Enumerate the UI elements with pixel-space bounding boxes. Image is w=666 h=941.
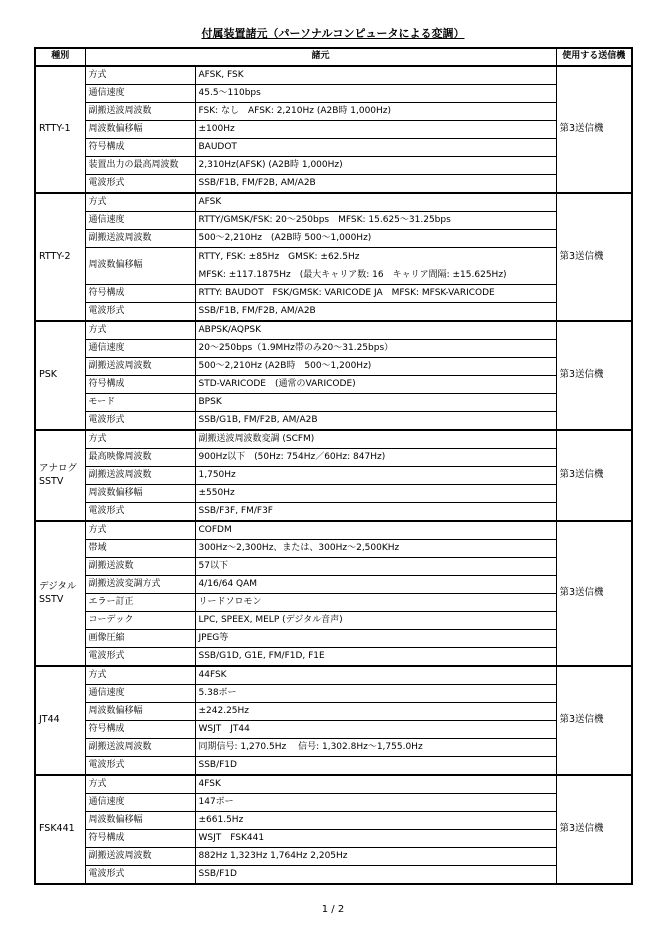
spec-value-line: RTTY, FSK: ±85Hz GMSK: ±62.5Hz: [198, 252, 360, 262]
spec-label-cell: 通信速度: [85, 340, 195, 358]
transmitter-cell: 第3送信機: [556, 666, 632, 775]
table-row: [35, 193, 632, 212]
spec-value-cell: 500～2,210Hz (A2B時 500～1,000Hz): [195, 230, 556, 248]
spec-label-cell: 方式: [85, 321, 195, 340]
spec-value-cell: 300Hz～2,300Hz、または、300Hz～2,500KHz: [195, 540, 556, 558]
page-number: 1 / 2: [321, 904, 345, 915]
spec-value-cell: ±100Hz: [195, 121, 556, 139]
spec-label-cell: 副搬送波周波数: [85, 230, 195, 248]
spec-value-cell: 882Hz 1,323Hz 1,764Hz 2,205Hz: [195, 848, 556, 866]
spec-value-cell: SSB/F1B, FM/F2B, AM/A2B: [195, 175, 556, 194]
category-cell: FSK441: [35, 775, 85, 884]
spec-value-cell: 5.38ボー: [195, 685, 556, 703]
page-title: [0, 25, 666, 41]
transmitter-cell: 第3送信機: [556, 775, 632, 884]
spec-value-cell: 900Hz以下 (50Hz: 754Hz／60Hz: 847Hz): [195, 449, 556, 467]
spec-label-cell: 電波形式: [85, 412, 195, 431]
transmitter-cell: 第3送信機: [556, 193, 632, 321]
spec-label-cell: 周波数偏移幅: [85, 703, 195, 721]
spec-label-cell: 周波数偏移幅: [85, 248, 195, 285]
spec-value-cell: STD-VARICODE (通常のVARICODE): [195, 376, 556, 394]
spec-label-cell: 副搬送波周波数: [85, 848, 195, 866]
spec-value-cell: 2,310Hz(AFSK) (A2B時 1,000Hz): [195, 157, 556, 175]
category-cell: RTTY-2: [35, 193, 85, 321]
spec-value-cell: 副搬送波周波数変調 (SCFM): [195, 430, 556, 449]
table-row: [35, 285, 632, 303]
spec-value-cell: AFSK, FSK: [195, 66, 556, 85]
spec-value-cell: ABPSK/AQPSK: [195, 321, 556, 340]
header-tx: 使用する送信機: [556, 48, 632, 66]
table-row: [35, 358, 632, 376]
table-row: [35, 121, 632, 139]
spec-label-cell: 通信速度: [85, 794, 195, 812]
table-row: [35, 540, 632, 558]
category-cell: アナログ SSTV: [35, 430, 85, 521]
spec-label-cell: 副搬送波周波数: [85, 467, 195, 485]
spec-label-cell: 方式: [85, 521, 195, 540]
spec-value-cell: 4FSK: [195, 775, 556, 794]
table-row: [35, 412, 632, 431]
table-row: [35, 376, 632, 394]
table-row: [35, 248, 632, 285]
table-row: [35, 648, 632, 667]
table-row: [35, 830, 632, 848]
spec-label-cell: 符号構成: [85, 376, 195, 394]
spec-value-line: MFSK: ±117.1875Hz (最大キャリア数: 16 キャリア間隔: ±15.625Hz): [198, 270, 507, 280]
spec-label-cell: 副搬送波周波数: [85, 103, 195, 121]
spec-label-cell: モード: [85, 394, 195, 412]
spec-label-cell: 装置出力の最高周波数: [85, 157, 195, 175]
table-row: [35, 521, 632, 540]
table-row: [35, 503, 632, 522]
table-row: [35, 103, 632, 121]
table-row: [35, 594, 632, 612]
spec-label-cell: 符号構成: [85, 285, 195, 303]
spec-label-cell: 方式: [85, 775, 195, 794]
spec-value-cell: SSB/G1D, G1E, FM/F1D, F1E: [195, 648, 556, 667]
table-row: [35, 666, 632, 685]
table-row: [35, 721, 632, 739]
spec-value-cell: BPSK: [195, 394, 556, 412]
page-title-text: 付属装置諸元（パーソナルコンピュータによる変調）: [201, 27, 465, 40]
spec-value-cell: [195, 248, 556, 285]
table-row: [35, 812, 632, 830]
spec-label-cell: 副搬送波周波数: [85, 739, 195, 757]
table-row: [35, 848, 632, 866]
spec-value-cell: AFSK: [195, 193, 556, 212]
spec-label-cell: 方式: [85, 66, 195, 85]
spec-value-cell: ±661.5Hz: [195, 812, 556, 830]
category-cell: デジタル SSTV: [35, 521, 85, 666]
transmitter-cell: 第3送信機: [556, 66, 632, 193]
table-row: [35, 340, 632, 358]
table-row: [35, 157, 632, 175]
spec-label-cell: 周波数偏移幅: [85, 812, 195, 830]
table-row: [35, 576, 632, 594]
table-row: [35, 212, 632, 230]
spec-label-cell: 帯域: [85, 540, 195, 558]
category-cell: JT44: [35, 666, 85, 775]
spec-label-cell: 電波形式: [85, 503, 195, 522]
transmitter-cell: 第3送信機: [556, 321, 632, 430]
table-header-row: [35, 48, 632, 66]
spec-label-cell: 副搬送波変調方式: [85, 576, 195, 594]
spec-label-cell: 符号構成: [85, 830, 195, 848]
spec-label-cell: エラー訂正: [85, 594, 195, 612]
spec-value-cell: BAUDOT: [195, 139, 556, 157]
table-row: [35, 230, 632, 248]
spec-value-cell: ±242.25Hz: [195, 703, 556, 721]
table-row: [35, 685, 632, 703]
spec-label-cell: 符号構成: [85, 139, 195, 157]
spec-value-cell: 500～2,210Hz (A2B時 500～1,200Hz): [195, 358, 556, 376]
spec-value-cell: COFDM: [195, 521, 556, 540]
spec-value-cell: RTTY/GMSK/FSK: 20～250bps MFSK: 15.625～31.25bps: [195, 212, 556, 230]
spec-value-cell: JPEG等: [195, 630, 556, 648]
spec-value-cell: 147ボー: [195, 794, 556, 812]
table-row: [35, 449, 632, 467]
spec-value-cell: 20～250bps（1.9MHz帯のみ20～31.25bps）: [195, 340, 556, 358]
table-row: [35, 321, 632, 340]
category-cell: RTTY-1: [35, 66, 85, 193]
table-row: [35, 175, 632, 194]
spec-label-cell: 通信速度: [85, 685, 195, 703]
spec-value-cell: WSJT FSK441: [195, 830, 556, 848]
spec-value-cell: LPC, SPEEX, MELP (デジタル音声): [195, 612, 556, 630]
table-row: [35, 66, 632, 85]
spec-label-cell: 電波形式: [85, 866, 195, 885]
spec-label-cell: 電波形式: [85, 757, 195, 776]
spec-label-cell: 周波数偏移幅: [85, 485, 195, 503]
table-row: [35, 85, 632, 103]
table-row: [35, 430, 632, 449]
spec-value-cell: ±550Hz: [195, 485, 556, 503]
spec-label-cell: コーデック: [85, 612, 195, 630]
spec-value-cell: 45.5～110bps: [195, 85, 556, 103]
spec-value-cell: 44FSK: [195, 666, 556, 685]
spec-label-cell: 方式: [85, 430, 195, 449]
transmitter-cell: 第3送信機: [556, 521, 632, 666]
spec-value-cell: 4/16/64 QAM: [195, 576, 556, 594]
spec-label-cell: 通信速度: [85, 85, 195, 103]
spec-value-cell: SSB/F3F, FM/F3F: [195, 503, 556, 522]
transmitter-cell: 第3送信機: [556, 430, 632, 521]
spec-value-cell: SSB/F1B, FM/F2B, AM/A2B: [195, 303, 556, 322]
table-row: [35, 775, 632, 794]
spec-label-cell: 画像圧縮: [85, 630, 195, 648]
table-row: [35, 467, 632, 485]
spec-value-cell: 57以下: [195, 558, 556, 576]
spec-label-cell: 方式: [85, 666, 195, 685]
spec-label-cell: 最高映像周波数: [85, 449, 195, 467]
spec-value-cell: 同期信号: 1,270.5Hz 信号: 1,302.8Hz～1,755.0Hz: [195, 739, 556, 757]
header-type: 種別: [35, 48, 85, 66]
table-row: [35, 739, 632, 757]
spec-label-cell: 符号構成: [85, 721, 195, 739]
spec-label-cell: 電波形式: [85, 175, 195, 194]
spec-value-cell: SSB/G1B, FM/F2B, AM/A2B: [195, 412, 556, 431]
spec-value-cell: SSB/F1D: [195, 866, 556, 885]
category-cell: PSK: [35, 321, 85, 430]
table-row: [35, 485, 632, 503]
spec-value-cell: WSJT JT44: [195, 721, 556, 739]
table-row: [35, 757, 632, 776]
spec-label-cell: 副搬送波数: [85, 558, 195, 576]
spec-label-cell: 通信速度: [85, 212, 195, 230]
spec-label-cell: 電波形式: [85, 648, 195, 667]
table-row: [35, 612, 632, 630]
spec-label-cell: 電波形式: [85, 303, 195, 322]
table-row: [35, 394, 632, 412]
spec-table-body: [35, 66, 632, 884]
spec-value-cell: 1,750Hz: [195, 467, 556, 485]
spec-value-cell: SSB/F1D: [195, 757, 556, 776]
spec-value-cell: リードソロモン: [195, 594, 556, 612]
table-row: [35, 703, 632, 721]
spec-value-cell: FSK: なし AFSK: 2,210Hz (A2B時 1,000Hz): [195, 103, 556, 121]
table-row: [35, 630, 632, 648]
spec-label-cell: 方式: [85, 193, 195, 212]
header-spec: 諸元: [85, 48, 556, 66]
spec-label-cell: 周波数偏移幅: [85, 121, 195, 139]
spec-value-cell: RTTY: BAUDOT FSK/GMSK: VARICODE JA MFSK: MFSK-VARICODE: [195, 285, 556, 303]
table-row: [35, 866, 632, 885]
table-row: [35, 139, 632, 157]
table-row: [35, 794, 632, 812]
spec-label-cell: 副搬送波周波数: [85, 358, 195, 376]
table-row: [35, 558, 632, 576]
table-row: [35, 303, 632, 322]
spec-table: [34, 47, 633, 885]
